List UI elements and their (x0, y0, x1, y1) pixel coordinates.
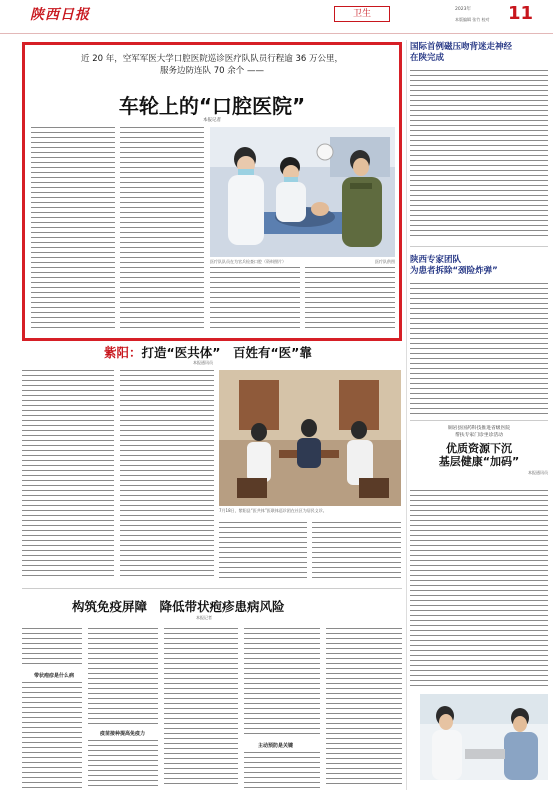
right-story-3-subtitle (410, 425, 548, 439)
story3-title: 构筑免疫屏障 降低带状疱疹患病风险 (72, 599, 285, 614)
right-story-2 (410, 255, 548, 435)
story2-text-column-3 (219, 522, 307, 582)
feature-subtitle-line1: 近 20 年，空军军医大学口腔医院巡诊医疗队队员行程逾 36 万公里， (81, 54, 343, 64)
story3-text-column-2a (88, 628, 158, 728)
divider (22, 588, 402, 589)
right-story-3-header (410, 425, 548, 485)
feature-headline: 车轮上的“口腔医院” (118, 94, 306, 118)
editor-credits: 本版编辑 张竹 校对 (455, 17, 490, 22)
right-story-1-title-line2: 在陕完成 (410, 53, 445, 63)
right-story-3-byline: 本报通讯员 (528, 470, 548, 475)
story3-byline: 本报记者 (196, 615, 212, 620)
story3-text-column-2b (88, 740, 158, 788)
feature-text-column-1 (31, 127, 115, 332)
story2-title (104, 343, 312, 361)
right-story-2-title-line2: 为患者拆除“颈险炸弹” (410, 266, 498, 276)
story3-text-column-5 (326, 628, 402, 788)
story3-subhead-1: 带状疱疹是什么病 (34, 673, 75, 679)
masthead (0, 0, 553, 34)
column-divider (406, 40, 407, 790)
right-story-3-photo (420, 694, 548, 780)
right-story-2-text (410, 283, 548, 415)
right-story-3-title-line2: 基层健康“加码” (438, 455, 520, 468)
right-story-1-title (410, 42, 548, 64)
story2-text-column-1 (22, 370, 114, 580)
right-story-1 (410, 42, 548, 242)
story3-text-column-1a (22, 628, 82, 668)
feature-subtitle (25, 53, 399, 77)
story2-title-text: 打造“医共体” 百姓有“医”靠 (141, 345, 312, 360)
feature-photo-caption (210, 259, 395, 265)
feature-subtitle-line2: 服务边防连队 70 余个 —— (160, 66, 264, 76)
story2-kicker: 紫阳： (104, 345, 142, 360)
story2-text-column-4 (312, 522, 401, 582)
issue-date: 2023年 (455, 7, 471, 12)
feature-text-column-2 (120, 127, 204, 332)
feature-byline: 本报记者 (203, 118, 221, 123)
right-story-3-title (410, 442, 548, 468)
page-number: 11 (508, 3, 534, 24)
story3-text-column-1b (22, 682, 82, 788)
right-story-1-text (410, 70, 548, 238)
right-story-1-title-line1: 国际首例磁压吻背迷走神经 (410, 42, 513, 52)
feature-text-column-4 (305, 267, 395, 332)
story3-text-column-3 (164, 628, 238, 788)
story2-byline: 本报通讯员 (193, 360, 213, 365)
feature-text-column-3 (210, 267, 300, 332)
feature-photo (210, 127, 395, 257)
right-story-3-title-line1: 优质资源下沉 (446, 442, 512, 455)
photo-caption-text: 医疗队队员在为官兵检查口腔（资料照片） (210, 259, 286, 264)
story2-photo (219, 370, 401, 506)
feature-story (22, 42, 402, 341)
right-story-2-title (410, 255, 548, 277)
divider (410, 420, 548, 421)
story3-text-column-4a (244, 628, 320, 738)
newspaper-logo: 陕西日报 (30, 7, 90, 23)
divider (410, 246, 548, 247)
story3-text-column-4b (244, 752, 320, 788)
right-story-3-subtitle-line2: 帮扶专家门诊坐诊活动 (455, 433, 503, 438)
right-story-3-subtitle-line1: 铜岩县国药科技推进省级医院 (447, 426, 511, 431)
story2-photo-caption: 7月18日，紫阳县“医共体”医联体巡诊团在社区为居民义诊。 (219, 508, 327, 513)
section-label: 卫生 (334, 6, 390, 22)
story3-subhead-2: 疫苗接种提高免疫力 (100, 731, 146, 737)
photo-credit: 医疗队供图 (375, 259, 395, 264)
right-story-2-title-line1: 陕西专家团队 (410, 255, 462, 265)
right-story-3-text (410, 490, 548, 688)
story3-subhead-3: 主动预防是关键 (258, 743, 294, 749)
story2-text-column-2 (120, 370, 214, 580)
